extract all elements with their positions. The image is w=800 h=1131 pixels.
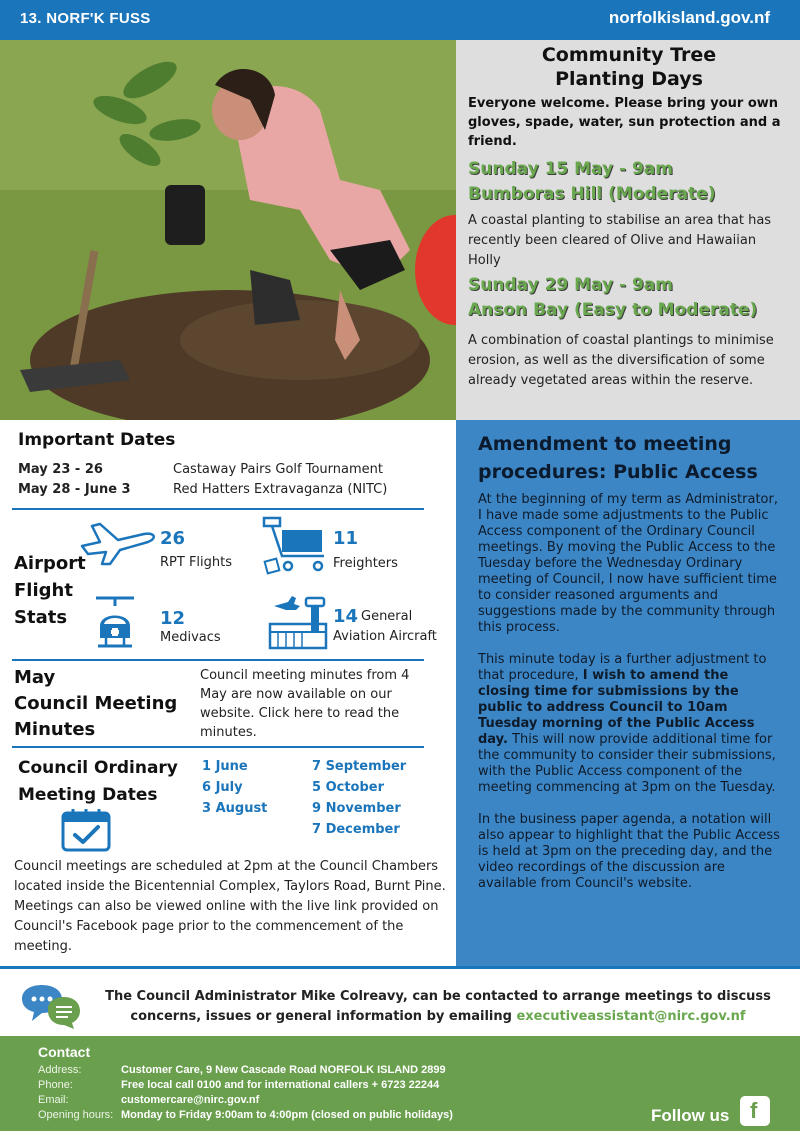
rpt-flights-value: 26 bbox=[160, 528, 186, 549]
amendment-p2-bold: I wish to amend the closing time for submissions by the public to address Council to 10am Tuesday morning of the Public Access day. bbox=[478, 668, 755, 747]
ord-title-line2: Meeting Dates bbox=[18, 785, 158, 805]
tree-planting-photo bbox=[0, 40, 456, 420]
cargo-cart-icon bbox=[262, 516, 330, 576]
meeting-dates-col2 bbox=[312, 756, 406, 840]
event-2-heading bbox=[468, 273, 790, 323]
administrator-text: The Council Administrator Mike Colreavy, can be contacted to arrange meetings to discuss concerns, issues or general information by emailing bbox=[105, 989, 771, 1024]
meeting-date: 6 July bbox=[202, 780, 243, 795]
amendment-paragraph-1: At the beginning of my term as Administrator, I have made some adjustments to the Public Access component of the Ordinary Council meetings. By moving the Public Access to the Tuesday before the Wednesday Ordinary meeting of Council, I now have sufficient time to consider reasoned arguments and suggestions made by the community through this process. bbox=[478, 492, 778, 635]
contact-value: Free local call 0100 and for international callers + 6723 22244 bbox=[121, 1079, 440, 1091]
rpt-flights-label: RPT Flights bbox=[160, 555, 233, 570]
meeting-date: 7 December bbox=[312, 822, 400, 837]
contact-key: Phone: bbox=[38, 1079, 73, 1091]
tree-planting-title bbox=[468, 43, 790, 91]
section-divider bbox=[12, 508, 424, 510]
administrator-message bbox=[88, 987, 788, 1027]
amendment-panel bbox=[456, 420, 800, 966]
date-range: May 23 - 26 bbox=[18, 462, 103, 477]
contact-key: Address: bbox=[38, 1064, 82, 1076]
tree-title-line1: Community Tree bbox=[541, 44, 717, 66]
section-divider bbox=[12, 659, 424, 661]
contact-value: Monday to Friday 9:00am to 4:00pm (closed on public holidays) bbox=[121, 1109, 453, 1121]
amendment-p2-start: This minute today is a further adjustment to that procedure, bbox=[478, 652, 767, 683]
may-minutes-link[interactable]: Council meeting minutes from 4 May are now available on our website. Click here to read the minutes. bbox=[200, 668, 410, 740]
meeting-schedule-text: Council meetings are scheduled at 2pm at the Council Chambers located inside the Bicentennial Complex, Taylors Road, Burnt Pine. Meetings can also be viewed online with the live link provided on Council's Facebook page prior to the commencement of the meeting. bbox=[14, 859, 446, 954]
freighters-label: Freighters bbox=[333, 556, 398, 571]
amendment-paragraph-2 bbox=[478, 652, 782, 796]
administrator-email-link[interactable]: executiveassistant@nirc.gov.nf bbox=[516, 1009, 746, 1024]
meeting-date: 9 November bbox=[312, 801, 401, 816]
site-link[interactable]: norfolkisland.gov.nf bbox=[608, 8, 770, 27]
event-2-description: A combination of coastal plantings to minimise erosion, as well as the diversification of some already vegetated areas within the reserve. bbox=[468, 333, 774, 388]
contact-title: Contact bbox=[38, 1044, 91, 1060]
section-divider bbox=[12, 746, 424, 748]
airport-label-line2: Flight bbox=[14, 580, 73, 601]
event-1-heading bbox=[468, 157, 790, 207]
airport-label-line1: Airport bbox=[14, 553, 86, 574]
meeting-date: 5 October bbox=[312, 780, 385, 795]
calendar-icon bbox=[60, 807, 112, 853]
airplane-icon bbox=[78, 516, 158, 566]
meeting-dates-col1 bbox=[202, 756, 267, 819]
helicopter-icon bbox=[92, 594, 138, 650]
event-2-place: Anson Bay (Easy to Moderate) bbox=[468, 300, 758, 320]
left-column bbox=[0, 420, 456, 966]
meeting-date: 1 June bbox=[202, 759, 248, 774]
follow-us-label: Follow us bbox=[651, 1106, 730, 1125]
chat-bubbles-icon bbox=[18, 981, 84, 1031]
important-dates-title: Important Dates bbox=[18, 430, 176, 450]
medivacs-value: 12 bbox=[160, 608, 186, 629]
event-2-date: Sunday 29 May - 9am bbox=[468, 275, 673, 295]
tree-title-line2: Planting Days bbox=[555, 68, 703, 90]
airport-stats-title bbox=[14, 550, 86, 631]
general-aviation-label: General bbox=[361, 609, 413, 624]
date-range: May 28 - June 3 bbox=[18, 482, 131, 497]
amendment-title: Amendment to meeting procedures: Public Access bbox=[478, 433, 758, 483]
contact-value: Customer Care, 9 New Cascade Road NORFOLK ISLAND 2899 bbox=[121, 1064, 446, 1076]
general-aviation-value: 14 bbox=[333, 606, 359, 627]
general-aviation-label-2: Aviation Aircraft bbox=[333, 629, 437, 644]
airport-tower-icon bbox=[266, 592, 330, 652]
freighters-value: 11 bbox=[333, 528, 359, 549]
facebook-button[interactable] bbox=[740, 1096, 770, 1126]
amendment-p2-end: This will now provide additional time for the community to consider their submissions, with the Public Access component of the meeting commencing at 3pm on the Tuesday. bbox=[478, 732, 776, 795]
tree-planting-panel bbox=[456, 40, 800, 420]
meeting-date: 3 August bbox=[202, 801, 268, 816]
contact-key: Email: bbox=[38, 1094, 69, 1106]
facebook-icon: f bbox=[750, 1098, 758, 1123]
meeting-date: 7 September bbox=[312, 759, 407, 774]
event-1-description: A coastal planting to stabilise an area that has recently been cleared of Olive and Hawaiian Holly bbox=[468, 213, 772, 268]
contact-email-link[interactable]: customercare@nirc.gov.nf bbox=[121, 1094, 260, 1106]
administrator-contact-strip bbox=[0, 966, 800, 1036]
amendment-paragraph-3: In the business paper agenda, a notation will also appear to highlight that the Public Access is held at 3pm on the preceding day, and the video recordings of the discussion are available from Council's website. bbox=[478, 812, 780, 891]
tree-planting-intro: Everyone welcome. Please bring your own gloves, spade, water, sun protection and a friend. bbox=[468, 96, 781, 149]
ord-title-line1: Council Ordinary bbox=[18, 758, 178, 778]
contact-key: Opening hours: bbox=[38, 1109, 114, 1121]
event-name: Red Hatters Extravaganza (NITC) bbox=[173, 482, 388, 497]
may-title-line2: Council Meeting bbox=[14, 693, 178, 714]
event-1-date: Sunday 15 May - 9am bbox=[468, 159, 673, 179]
medivacs-label: Medivacs bbox=[160, 630, 221, 645]
may-title-line3: Minutes bbox=[14, 719, 96, 740]
airport-label-line3: Stats bbox=[14, 607, 68, 628]
issue-label: 13. NORF'K FUSS bbox=[20, 10, 151, 27]
ordinary-dates-title bbox=[18, 755, 178, 809]
event-1-place: Bumboras Hill (Moderate) bbox=[468, 184, 716, 204]
may-title-line1: May bbox=[14, 667, 56, 688]
top-banner bbox=[0, 0, 800, 40]
footer bbox=[0, 1036, 800, 1131]
may-minutes-title bbox=[14, 665, 177, 743]
event-name: Castaway Pairs Golf Tournament bbox=[173, 462, 383, 477]
